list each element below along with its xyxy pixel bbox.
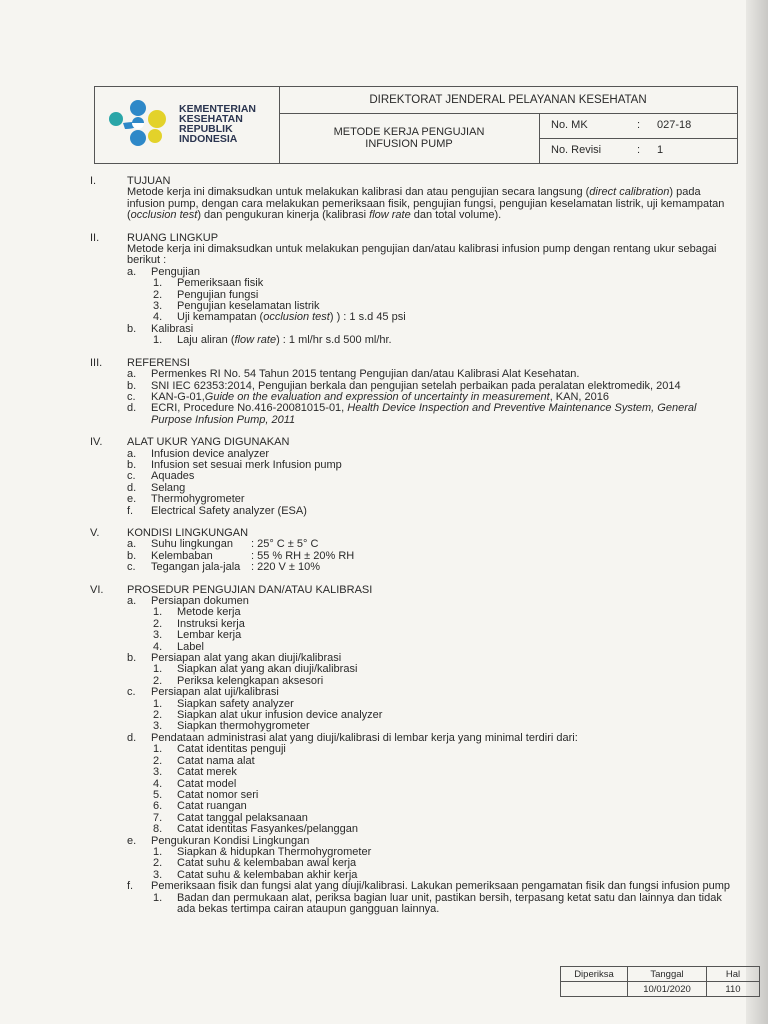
document-body — [90, 176, 740, 915]
section-kondisi-lingkungan: V. KONDISI LINGKUNGAN a. Suhu lingkungan : 25° C ± 5° C b. Kelembaban : 55 % RH ± 20% RH c. Tegangan jala-jala : 220 V ± 10% — [90, 528, 740, 574]
section-paragraph: Metode kerja ini dimaksudkan untuk melakukan kalibrasi dan atau pengujian secara langsung (direct calibration) pada infusion pump, dengan cara melakukan pemeriksaan fisik, pengujian fungsi, pengujian keselamatan listrik, uji kemampatan (occlusion test) dan pengukuran kinerja (kalibrasi flow rate dan total volume). — [127, 186, 725, 222]
revision-row: No. Revisi : 1 — [551, 144, 664, 156]
section-prosedur: VI. PROSEDUR PENGUJIAN DAN/ATAU KALIBRASI a. Persiapan dokumen 1. Metode kerja 2. Instruksi kerja 3. Lembar kerja 4. Label b. Persiapan alat yang akan diuji/kalibrasi 1. Siapkan alat yang akan diuji/kalibrasi 2. Periksa kelengkapan aksesori c. Persiapan alat uji/kalibrasi 1. Siapkan safety analyzer 2. Siapkan alat ukur infusion device analyzer 3. Siapkan thermohygrometer d. Pendataan administrasi alat yang diuji/kalibrasi di lembar kerja yang minimal terdiri dari: 1. Catat identitas penguji 2. Catat nama alat 3. Catat merek 4. Catat model 5. Catat nomor seri 6. Catat ruangan 7. Catat tanggal pelaksanaan 8. Catat identitas Fasyankes/pelanggan e. Pengukuran Kondisi Lingkungan 1. Siapkan & hidupkan Thermohygrometer 2. Catat suhu & kelembaban awal kerja 3. Catat suhu & kelembaban akhir kerja f. Pemeriksaan fisik dan fungsi alat yang diuji/kalibrasi. Lakukan pemeriksaan pengamatan fisik dan fungsi infusion pump 1. Badan dan permukaan alat, periksa bagian luar unit, pastikan bersih, terpasang ketat satu dan lainnya dan tidak ada bekas tertimpa cairan ataupun gangguan lainnya. — [90, 585, 740, 916]
method-title: METODE KERJA PENGUJIAN INFUSION PUMP — [279, 113, 540, 163]
section-tujuan: I. TUJUAN Metode kerja ini dimaksudkan untuk melakukan kalibrasi dan atau pengujian secara langsung (direct calibration) pada infusion pump, dengan cara melakukan pemeriksaan fisik, pengujian fungsi, pengujian keselamatan listrik, uji kemampatan (occlusion test) dan pengukuran kinerja (kalibrasi flow rate dan total volume). — [90, 176, 740, 222]
reviewed-header: Diperiksa — [561, 967, 628, 982]
date-header: Tanggal — [628, 967, 707, 982]
approval-table — [560, 966, 760, 997]
mk-number-row: No. MK : 027-18 — [539, 113, 737, 139]
page-header: Hal — [707, 967, 760, 982]
section-referensi: III. REFERENSI a. Permenkes RI No. 54 Tahun 2015 tentang Pengujian dan/atau Kalibrasi Alat Kesehatan. b. SNI IEC 62353:2014, Pengujian berkala dan pengujian setelah perbaikan pada peralatan elektromedik, 2014 c. KAN-G-01,Guide on the evaluation and expression of uncertainty in measurement, KAN, 2016 d. ECRI, Procedure No.416-20081015-01, Health Device Inspection and Preventive Maintenance System, General Purpose Infusion Pump, 2011 — [90, 358, 740, 426]
page-edge-shadow — [746, 0, 768, 1024]
section-ruang-lingkup: II. RUANG LINGKUP Metode kerja ini dimaksudkan untuk melakukan pengujian dan/atau kalibrasi infusion pump dengan rentang ukur sebagai berikut : a. Pengujian 1. Pemeriksaan fisik 2. Pengujian fungsi 3. Pengujian keselamatan listrik 4. Uji kemampatan (occlusion test) ) : 1 s.d 45 psi b. Kalibrasi 1. Laju aliran (flow rate) : 1 ml/hr s.d 500 ml/hr. — [90, 233, 740, 347]
section-title: ALAT UKUR YANG DIGUNAKAN — [127, 436, 290, 449]
ministry-name: KEMENTERIAN KESEHATAN REPUBLIK INDONESIA — [179, 103, 257, 145]
date-value: 10/01/2020 — [628, 982, 707, 997]
page-number: 110 — [707, 982, 760, 997]
section-title: TUJUAN — [127, 175, 171, 187]
section-title: PROSEDUR PENGUJIAN DAN/ATAU KALIBRASI — [127, 583, 373, 596]
section-title: RUANG LINGKUP — [127, 231, 219, 244]
section-title: REFERENSI — [127, 356, 190, 369]
section-paragraph: Metode kerja ini dimaksudkan untuk melakukan pengujian dan/atau kalibrasi infusion pump dengan rentang ukur sebagai berikut : — [127, 243, 717, 267]
document-header-table — [94, 86, 738, 164]
kemenkes-logo-icon — [105, 99, 175, 151]
section-alat-ukur: IV. ALAT UKUR YANG DIGUNAKAN a. Infusion device analyzer b. Infusion set sesuai merk Infusion pump c. Aquades d. Selang e. Thermohygrometer f. Electrical Safety analyzer (ESA) — [90, 437, 740, 517]
directorate-title: DIREKTORAT JENDERAL PELAYANAN KESEHATAN — [279, 87, 737, 114]
section-title: KONDISI LINGKUNGAN — [127, 526, 249, 539]
logo-cell — [95, 87, 280, 163]
reviewed-value — [561, 982, 628, 997]
